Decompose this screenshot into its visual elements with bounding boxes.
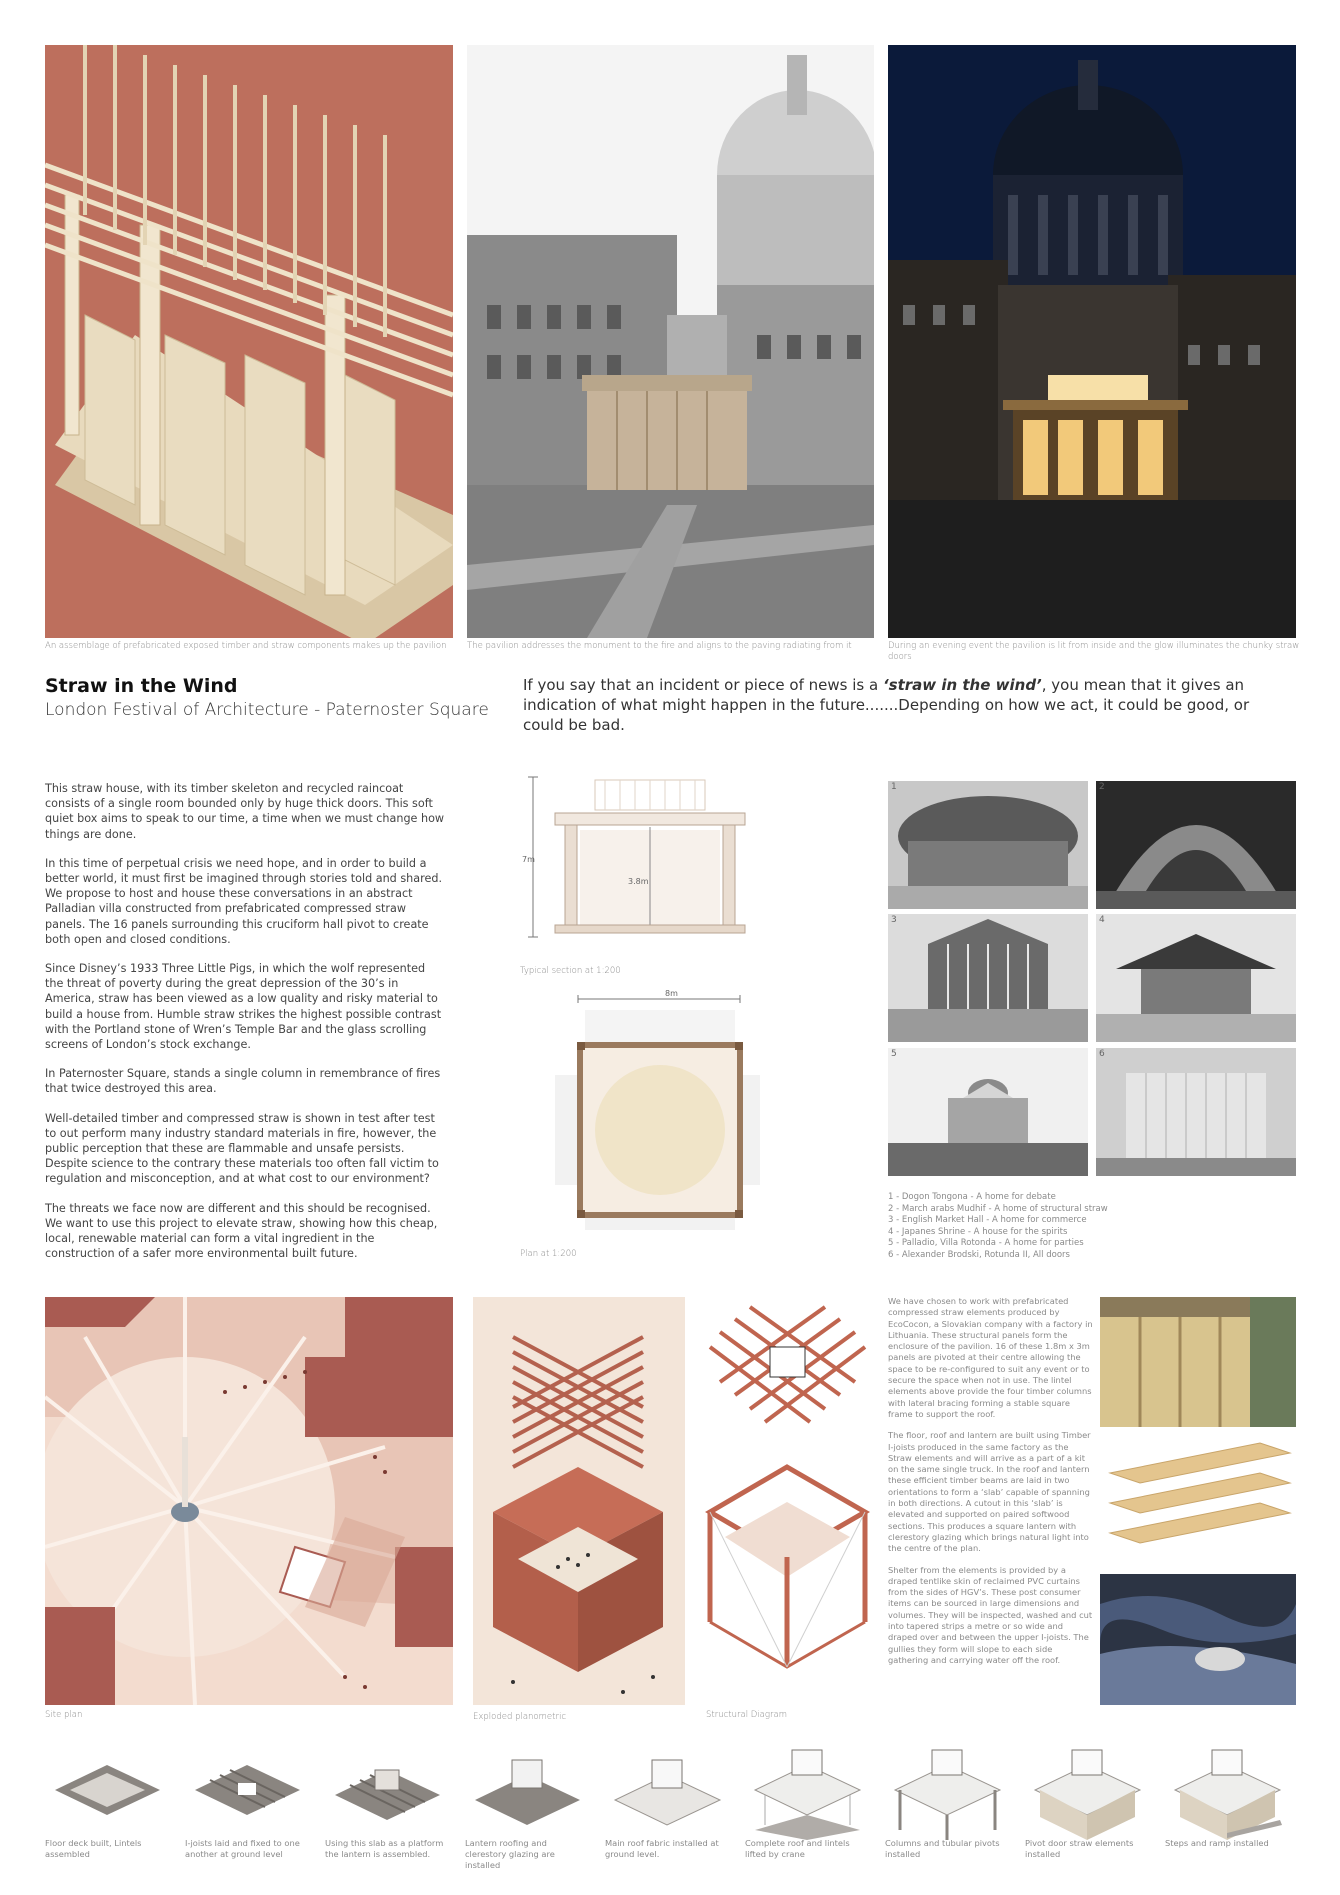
legend-item: 6 - Alexander Brodski, Rotunda II, All doors	[888, 1249, 1070, 1260]
precedent-number: 4	[1099, 915, 1105, 925]
site-plan	[45, 1297, 453, 1705]
precedent-number: 5	[891, 1049, 897, 1059]
body-paragraph: In Paternoster Square, stands a single column in remembrance of fires that twice destroyed this area.	[45, 1067, 441, 1096]
model-photo	[45, 45, 453, 638]
legend-item: 1 - Dogon Tongona - A home for debate	[888, 1192, 1056, 1202]
definition-quote	[523, 675, 1283, 735]
structural-caption: Structural Diagram	[706, 1710, 787, 1720]
i-joist-photo	[1100, 1433, 1296, 1568]
step-diagram-3	[330, 1745, 445, 1840]
plan-drawing	[555, 995, 760, 1230]
day-photo	[467, 45, 874, 638]
dim-8m: 8m	[665, 989, 678, 998]
step-diagram-4	[470, 1745, 585, 1840]
step-diagram-5	[610, 1745, 725, 1840]
precedent-1	[888, 781, 1088, 909]
precedent-3	[888, 914, 1088, 1042]
photo3-caption: During an evening event the pavilion is lit from inside and the glow illuminates the chunky straw doors	[888, 641, 1300, 662]
body-paragraph: In this time of perpetual crisis we need hope, and in order to build a better world, it must first be imagined through stories told and shared. We propose to host and house these conversations in an abstract Palladian villa constructed from prefabricated compressed straw panels. The 16 panels surrounding this cruciform hall pivot to create both open and closed conditions.	[45, 856, 443, 946]
exploded-planometric	[473, 1297, 685, 1705]
quote-text-after: , you mean that it gives an indication of what might happen in the future.......Depending on how we act, it could be good, or could be bad.	[523, 676, 1250, 734]
materials-paragraph: The floor, roof and lantern are built using Timber I-joists produced in the same factory as the Straw elements and will arrive as a part of a kit on the same single truck. In the roof and lantern these efficient timber beams are laid in two orientations to form a ‘slab’ capable of spanning in both directions. A cutout in this ‘slab’ is elevated and supported on paired softwood sections. This produces a square lantern with clerestory glazing which brings natural light into the centre of the plan.	[888, 1430, 1091, 1554]
site-plan-caption: Site plan	[45, 1710, 83, 1720]
body-paragraph: Since Disney’s 1933 Three Little Pigs, in which the wolf represented the threat of poverty during the great depression of the 30’s in America, straw has been viewed as a low quality and risky material to build a house from. Humble straw strikes the highest possible contrast with the Portland stone of Wren’s Temple Bar and the glass scrolling screens of London’s stock exchange.	[45, 962, 442, 1052]
precedent-number: 6	[1099, 1049, 1105, 1059]
precedent-legend	[888, 1192, 1108, 1261]
materials-paragraph: Shelter from the elements is provided by a draped tentlike skin of reclaimed PVC curtains from the sides of HGV’s. These post consumer items can be sourced in large dimensions and volumes. They will be inspected, washed and cut into tapered strips a metre or so wide and draped over and between the upper I-joists. The gullies they form will slope to each side gathering and carrying water off the roof.	[888, 1564, 1093, 1665]
body-text	[45, 781, 445, 1275]
step-caption: Pivot door straw elements installed	[1025, 1838, 1134, 1859]
plan-caption: Plan at 1:200	[520, 1249, 577, 1259]
precedent-2	[1096, 781, 1296, 909]
legend-item: 3 - English Market Hall - A home for commerce	[888, 1215, 1087, 1225]
step-caption: Columns and tubular pivots installed	[885, 1838, 1000, 1859]
section-caption: Typical section at 1:200	[520, 966, 621, 976]
dim-3-8m: 3.8m	[628, 877, 649, 886]
quote-emphasis: ‘straw in the wind’	[882, 676, 1042, 694]
legend-item: 4 - Japanes Shrine - A house for the spirits	[888, 1226, 1068, 1237]
structural-diagram	[700, 1297, 875, 1705]
step-diagram-2	[190, 1745, 305, 1840]
dim-7m: 7m	[522, 855, 535, 864]
step-caption: Steps and ramp installed	[1165, 1838, 1269, 1848]
pvc-curtain-photo	[1100, 1574, 1296, 1705]
step-diagram-6	[750, 1745, 865, 1840]
body-paragraph: The threats we face now are different and this should be recognised. We want to use this project to elevate straw, showing how this cheap, local, renewable material can form a vital ingredient in the construction of a safer more environmental built future.	[45, 1201, 438, 1261]
project-subtitle: London Festival of Architecture - Paternoster Square	[45, 700, 489, 720]
step-caption: Main roof fabric installed at ground level.	[605, 1838, 719, 1859]
straw-panel-photo	[1100, 1297, 1296, 1427]
project-title: Straw in the Wind	[45, 675, 238, 697]
step-diagram-1	[50, 1745, 165, 1840]
legend-item: 2 - March arabs Mudhif - A home of structural straw	[888, 1203, 1108, 1214]
quote-text-before: If you say that an incident or piece of news is a	[523, 676, 883, 694]
step-diagram-9	[1170, 1745, 1285, 1840]
section-drawing	[520, 775, 780, 940]
precedent-number: 3	[891, 915, 897, 925]
precedent-5	[888, 1048, 1088, 1176]
exploded-caption: Exploded planometric	[473, 1712, 567, 1722]
precedent-4	[1096, 914, 1296, 1042]
materials-text	[888, 1296, 1093, 1676]
precedent-number: 2	[1099, 782, 1105, 792]
photo1-caption: An assemblage of prefabricated exposed timber and straw components makes up the pavilion	[45, 641, 447, 651]
night-photo	[888, 45, 1296, 638]
step-caption: I-joists laid and fixed to one another at ground level	[185, 1838, 300, 1859]
step-diagram-8	[1030, 1745, 1145, 1840]
materials-paragraph: We have chosen to work with prefabricated compressed straw elements produced by EcoCocon, a Slovakian company with a factory in Lithuania. These structural panels form the enclosure of the pavilion. 16 of these 1.8m x 3m panels are pivoted at their centre allowing the space to be re-configured to suit any event or to secure the space when not in use. The lintel elements above provide the four timber columns with lateral bracing forming a stable square frame to support the roof.	[888, 1296, 1093, 1419]
legend-item: 5 - Palladio, Villa Rotonda - A home for parties	[888, 1238, 1084, 1248]
step-caption: Complete roof and lintels lifted by crane	[745, 1838, 850, 1859]
step-caption: Using this slab as a platform the lantern is assembled.	[325, 1838, 444, 1859]
photo2-caption: The pavilion addresses the monument to the fire and aligns to the paving radiating from it	[467, 641, 852, 651]
step-diagram-7	[890, 1745, 1005, 1840]
precedent-6	[1096, 1048, 1296, 1176]
step-caption: Lantern roofing and clerestory glazing are installed	[465, 1838, 555, 1870]
body-paragraph: This straw house, with its timber skeleton and recycled raincoat consists of a single room bounded only by huge thick doors. This soft quiet box aims to speak to our time, a time when we must change how things are done.	[45, 782, 445, 841]
body-paragraph: Well-detailed timber and compressed straw is shown in test after test to out perform many industry standard materials in fire, however, the public perception that these are flammable and unsafe persists. Despite science to the contrary these materials too often fall victim to regulation and misconception, and at what cost to our environment?	[45, 1111, 439, 1186]
precedent-number: 1	[891, 782, 897, 792]
step-caption: Floor deck built, Lintels assembled	[45, 1838, 142, 1859]
